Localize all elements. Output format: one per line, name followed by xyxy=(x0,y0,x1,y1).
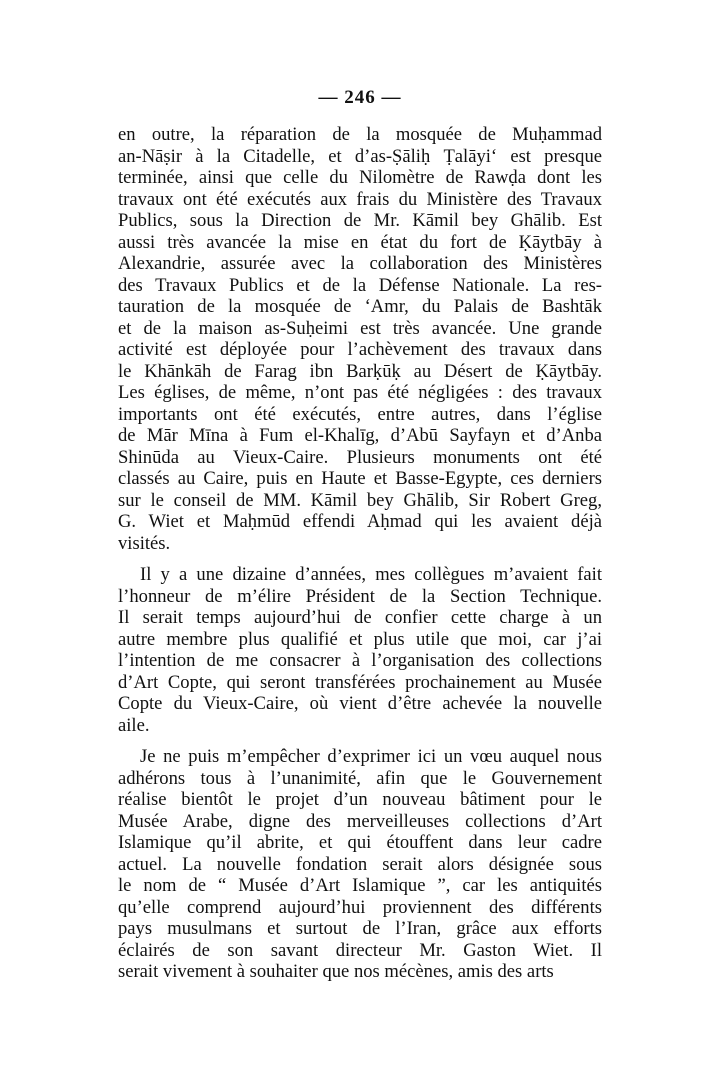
text-line: Les églises, de même, n’ont pas été négligées : des travaux xyxy=(118,382,602,403)
text-line: Publics, sous la Direction de Mr. Kāmil bey Ghālib. Est xyxy=(118,210,602,231)
text-line: terminée, ainsi que celle du Nilomètre de Rawḍa dont les xyxy=(118,167,602,188)
text-line: Musée Arabe, digne des merveilleuses collections d’Art xyxy=(118,810,602,832)
text-line: classés au Caire, puis en Haute et Basse-Egypte, ces derniers xyxy=(118,468,602,489)
text-line: éclairés de son savant directeur Mr. Gaston Wiet. Il xyxy=(118,939,602,961)
text-line: Il serait temps aujourd’hui de confier cette charge à un xyxy=(118,607,602,628)
text-line: Il y a une dizaine d’années, mes collègues m’avaient fait xyxy=(140,564,602,585)
text-line: Shinūda au Vieux-Caire. Plusieurs monuments ont été xyxy=(118,446,602,468)
text-line: serait vivement à souhaiter que nos mécènes, amis des arts xyxy=(118,961,554,982)
text-line: travaux ont été exécutés aux frais du Ministère des Travaux xyxy=(118,188,602,210)
paragraph-1 xyxy=(118,124,602,554)
text-line: an-Nāṣir à la Citadelle, et d’as-Ṣāliḥ Ṭalāyi‘ est presque xyxy=(118,145,602,167)
paragraph-2 xyxy=(118,564,602,736)
text-line: G. Wiet et Maḥmūd effendi Aḥmad qui les avaient déjà xyxy=(118,511,602,532)
text-line: aile. xyxy=(118,714,150,736)
body-text xyxy=(118,124,602,983)
text-line: tauration de la mosquée de ‘Amr, du Palais de Bashtāk xyxy=(118,296,602,317)
text-line: l’intention de me consacrer à l’organisation des collections xyxy=(118,650,602,671)
text-line: qu’elle comprend aujourd’hui proviennent des différents xyxy=(118,896,602,918)
text-line: Je ne puis m’empêcher d’exprimer ici un vœu auquel nous xyxy=(140,746,602,767)
page-number: — 246 — xyxy=(318,87,402,108)
text-line: le nom de “ Musée d’Art Islamique ”, car les antiquités xyxy=(118,875,602,896)
text-line: d’Art Copte, qui seront transférées prochainement au Musée xyxy=(118,671,602,693)
text-line: l’honneur de m’élire Président de la Section Technique. xyxy=(118,585,602,607)
paragraph-3 xyxy=(118,746,602,983)
text-line: et de la maison as-Suḥeimi est très avancée. Une grande xyxy=(118,317,602,339)
text-line: adhérons tous à l’unanimité, afin que le Gouvernement xyxy=(118,767,602,789)
text-line: de Mār Mīna à Fum el-Khalīg, d’Abū Sayfayn et d’Anba xyxy=(118,425,602,446)
text-line: activité est déployée pour l’achèvement des travaux dans xyxy=(118,339,602,360)
text-line: sur le conseil de MM. Kāmil bey Ghālib, Sir Robert Greg, xyxy=(118,489,602,511)
text-line: aussi très avancée la mise en état du fort de Ḳāytbāy à xyxy=(118,231,602,253)
text-line: importants ont été exécutés, entre autres, dans l’église xyxy=(118,403,602,425)
text-line: le Khānkāh de Farag ibn Barḳūḳ au Désert de Ḳāytbāy. xyxy=(118,360,602,382)
text-line: Copte du Vieux-Caire, où vient d’être achevée la nouvelle xyxy=(118,693,602,714)
text-line: Alexandrie, assurée avec la collaboration des Ministères xyxy=(118,253,602,274)
text-line: pays musulmans et surtout de l’Iran, grâce aux efforts xyxy=(118,918,602,939)
text-line: visités. xyxy=(118,532,171,554)
text-line: Islamique qu’il abrite, et qui étouffent dans leur cadre xyxy=(118,832,602,853)
text-line: autre membre plus qualifié et plus utile que moi, car j’ai xyxy=(118,628,602,650)
text-line: des Travaux Publics et de la Défense Nationale. La res- xyxy=(118,274,602,296)
text-line: réalise bientôt le projet d’un nouveau bâtiment pour le xyxy=(118,789,602,810)
text-line: en outre, la réparation de la mosquée de Muḥammad xyxy=(118,124,602,145)
text-line: actuel. La nouvelle fondation serait alors désignée sous xyxy=(118,853,602,875)
